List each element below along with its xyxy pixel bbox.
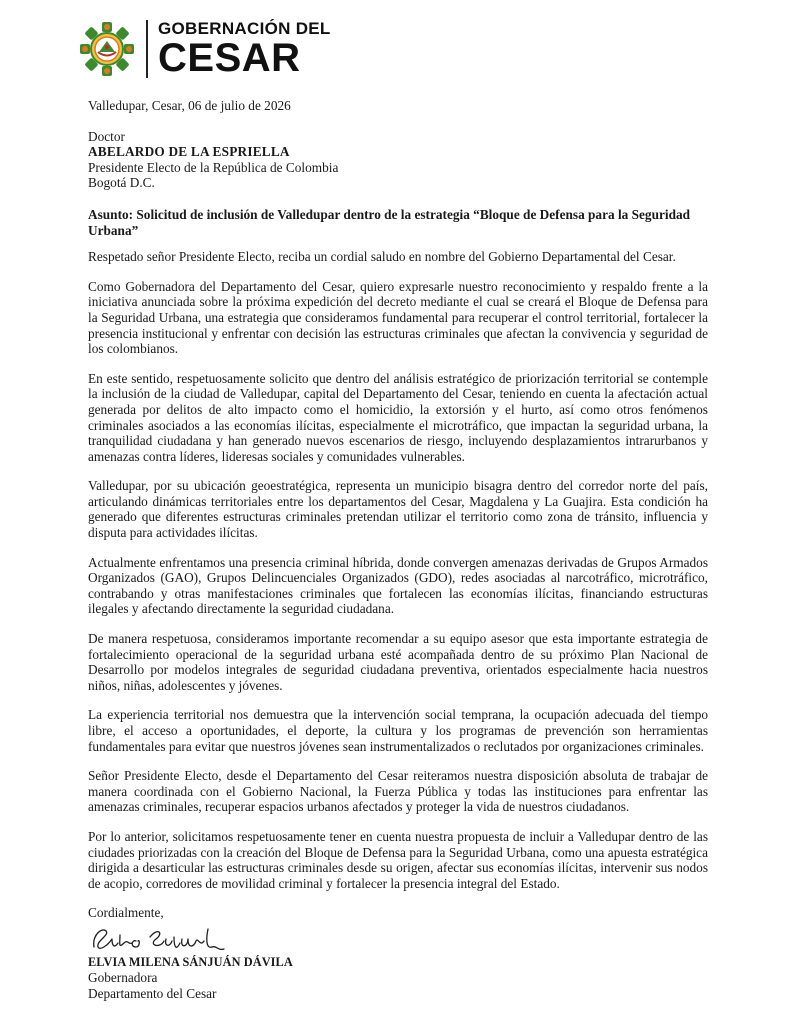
paragraph: Por lo anterior, solicitamos respetuosamente tener en cuenta nuestra propuesta de incluir a Valledupar dentro de las ciudades priorizadas con la creación del Bloque de Defensa para la Seguridad Urbana, como una apuesta estratégica dirigida a desarticular las estructuras criminales desde su origen, afectar sus economías ilícitas, intervenir sus nodos de acopio, corredores de movilidad criminal y fortalecer la presencia integral del Estado.: [88, 828, 708, 891]
paragraph: Como Gobernadora del Departamento del Cesar, quiero expresarle nuestro reconocimiento y respaldo frente a la iniciativa anunciada sobre la próxima expedición del decreto mediante el cual se creará el Bloque de Defensa para la Seguridad Urbana, una estrategia que consideramos fundamental para recuperar el control territorial, fortalecer la presencia institucional y enfrentar con decisión las estructuras criminales que afectan la convivencia y seguridad de los colombianos.: [88, 278, 708, 357]
recipient-city: Bogotá D.C.: [88, 175, 155, 191]
signer-name: ELVIA MILENA SÁNJUÁN DÁVILA: [88, 954, 293, 969]
letterhead: [80, 14, 331, 84]
recipient-block: [88, 129, 708, 191]
salutation-title: Doctor: [88, 128, 125, 144]
handwritten-signature: [88, 921, 248, 955]
recipient-role: Presidente Electo de la República de Colombia: [88, 159, 339, 175]
place-date: Valledupar, Cesar, 06 de julio de 2026: [88, 98, 291, 113]
gobernacion-seal-logo: [80, 22, 134, 76]
letterhead-title: [158, 20, 331, 78]
paragraph: Actualmente enfrentamos una presencia criminal híbrida, donde convergen amenazas derivadas de Grupos Armados Organizados (GAO), Grupos Delincuenciales Organizados (GDO), redes asociadas al narcotráfico, microtráfico, contrabando y otras manifestaciones criminales que fortalecen las economías ilícitas, financiando estructuras ilegales y afectando directamente la seguridad ciudadana.: [88, 554, 708, 617]
letter-body: [88, 98, 708, 1001]
paragraph: En este sentido, respetuosamente solicito que dentro del análisis estratégico de priorización territorial se contemple la inclusión de la ciudad de Valledupar, capital del Departamento del Cesar, teniendo en cuenta la afectación actual generada por delitos de alto impacto como el homicidio, la extorsión y el hurto, así como otros fenómenos criminales asociados a las economías ilícitas, especialmente el microtráfico, que impactan la seguridad urbana, la tranquilidad ciudadana y han generado nuevos escenarios de riesgo, incluyendo desplazamientos intrarurbanos y amenazas contra líderes, lideresas sociales y comunidades vulnerables.: [88, 370, 708, 464]
paragraph: De manera respetuosa, consideramos importante recomendar a su equipo asesor que esta importante estrategia de fortalecimiento operacional de la seguridad urbana esté acompañada dentro de su próximo Plan Nacional de Desarrollo por modelos integrales de seguridad ciudadana preventiva, orientados especialmente hacia nuestros niños, niñas, adolescentes y jóvenes.: [88, 631, 708, 693]
signer-org: Departamento del Cesar: [88, 985, 217, 1001]
letterhead-title-top: GOBERNACIÓN DEL: [158, 19, 331, 38]
paragraph: La experiencia territorial nos demuestra que la intervención social temprana, la ocupación adecuada del tiempo libre, el acceso a oportunidades, el deporte, la cultura y los programas de prevención son herramientas fundamentales para evitar que nuestros jóvenes sean instrumentalizados o reclutados por organizaciones criminales.: [88, 707, 708, 754]
letterhead-title-main: CESAR: [158, 36, 301, 80]
paragraph: Valledupar, por su ubicación geoestratégica, representa un municipio bisagra dentro del corredor norte del país, articulando dinámicas territoriales entre los departamentos del Cesar, Magdalena y La Guajira. Esta condición ha generado que diferentes estructuras criminales pretendan utilizar el territorio como zona de tránsito, influencia y disputa para actividades ilícitas.: [88, 478, 708, 541]
signer-title: Gobernadora: [88, 970, 158, 986]
paragraph: Respetado señor Presidente Electo, reciba un cordial saludo en nombre del Gobierno Departamental del Cesar.: [88, 249, 676, 265]
recipient-name: ABELARDO DE LA ESPRIELLA: [88, 144, 290, 160]
closing: Cordialmente,: [88, 905, 164, 921]
paragraph: Señor Presidente Electo, desde el Departamento del Cesar reiteramos nuestra disposición absoluta de trabajar de manera coordinada con el Gobierno Nacional, la Fuerza Pública y todas las instituciones para enfrentar las amenazas criminales, recuperar espacios urbanos afectados y proteger la vida de nuestros ciudadanos.: [88, 768, 708, 815]
letterhead-divider: [146, 20, 148, 78]
subject-line: Asunto: Solicitud de inclusión de Valledupar dentro de la estrategia “Bloque de Defensa para la Seguridad Urbana”: [88, 206, 691, 238]
